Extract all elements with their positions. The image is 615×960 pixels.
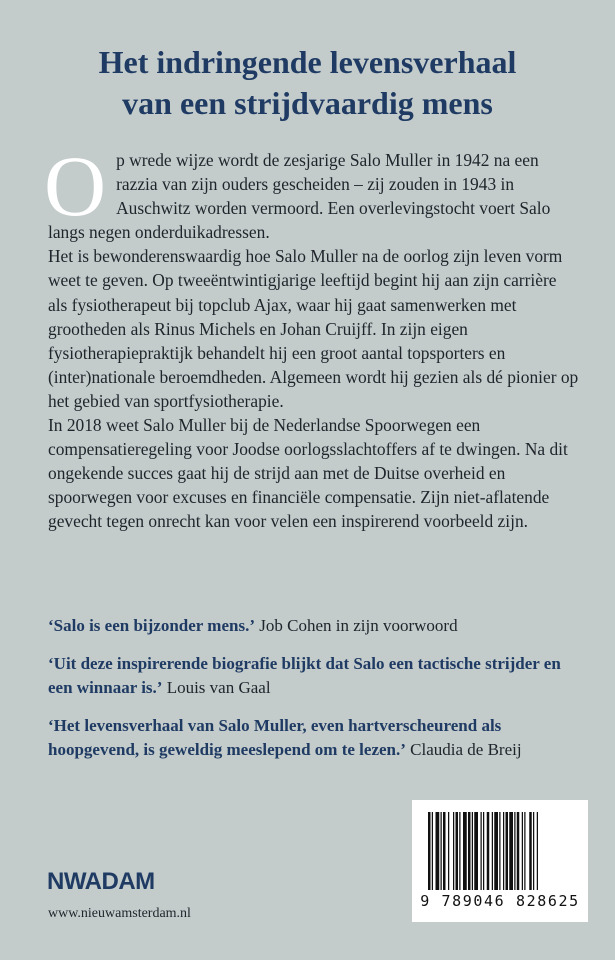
review-quote (48, 652, 588, 700)
isbn-barcode (412, 800, 588, 922)
headline-line-2: van een strijdvaardig mens (122, 85, 493, 121)
quote-text: ‘Uit deze inspirerende biografie blijkt dat Salo een tactische strijder en een winnaar is.’ (48, 654, 561, 697)
quote-attribution: Job Cohen in zijn voorwoord (259, 616, 458, 635)
quote-attribution: Claudia de Breij (410, 740, 522, 759)
review-quotes (48, 614, 588, 776)
quote-text: ‘Salo is een bijzonder mens.’ (48, 616, 255, 635)
back-cover-headline (0, 42, 615, 124)
publisher-website: www.nieuwamsterdam.nl (48, 906, 191, 921)
blurb-paragraph-3: In 2018 weet Salo Muller bij de Nederlandse Spoorwegen een compensatieregeling voor Joodse oorlogsslachtoffers af te dwingen. Na dit ongekende succes gaat hij de strijd aan met de Duitse overheid en spoorwegen voor excuses en financiële compensatie. Zijn niet-aflatende gevecht tegen onrecht kan voor velen een inspirerend voorbeeld zijn. (48, 415, 568, 532)
blurb-paragraph-1: p wrede wijze wordt de zesjarige Salo Muller in 1942 na een razzia van zijn ouders gescheiden – zij zouden in 1943 in Auschwitz worden vermoord. Een overlevingstocht voert Salo langs negen onderduikadressen. (48, 150, 551, 243)
review-quote (48, 714, 588, 762)
blurb-paragraph-2: Het is bewonderenswaardig hoe Salo Muller na de oorlog zijn leven vorm weet te geven. Op tweeëntwintigjarige leeftijd begint hij aan zijn carrière als fysiotherapeut bij topclub Ajax, waar hij gaat samenwerken met grootheden als Rinus Michels en Johan Cruijff. In zijn eigen fysiotherapiepraktijk behandelt hij een groot aantal topsporters en (inter)nationale beroemdheden. Algemeen wordt hij gezien als dé pionier op het gebied van sportfysiotherapie. (48, 246, 579, 411)
quote-text: ‘Het levensverhaal van Salo Muller, even hartverscheurend als hoopgevend, is geweldig meeslepend om te lezen.’ (48, 716, 502, 759)
barcode-bars (424, 812, 576, 890)
blurb (44, 138, 580, 534)
publisher-logo: NWADAM (47, 868, 155, 895)
quote-attribution: Louis van Gaal (166, 678, 271, 697)
drop-cap: O (44, 138, 107, 234)
review-quote (48, 614, 588, 638)
headline-line-1: Het indringende levensverhaal (98, 44, 517, 80)
isbn-number: 9 789046 828625 (420, 892, 580, 910)
